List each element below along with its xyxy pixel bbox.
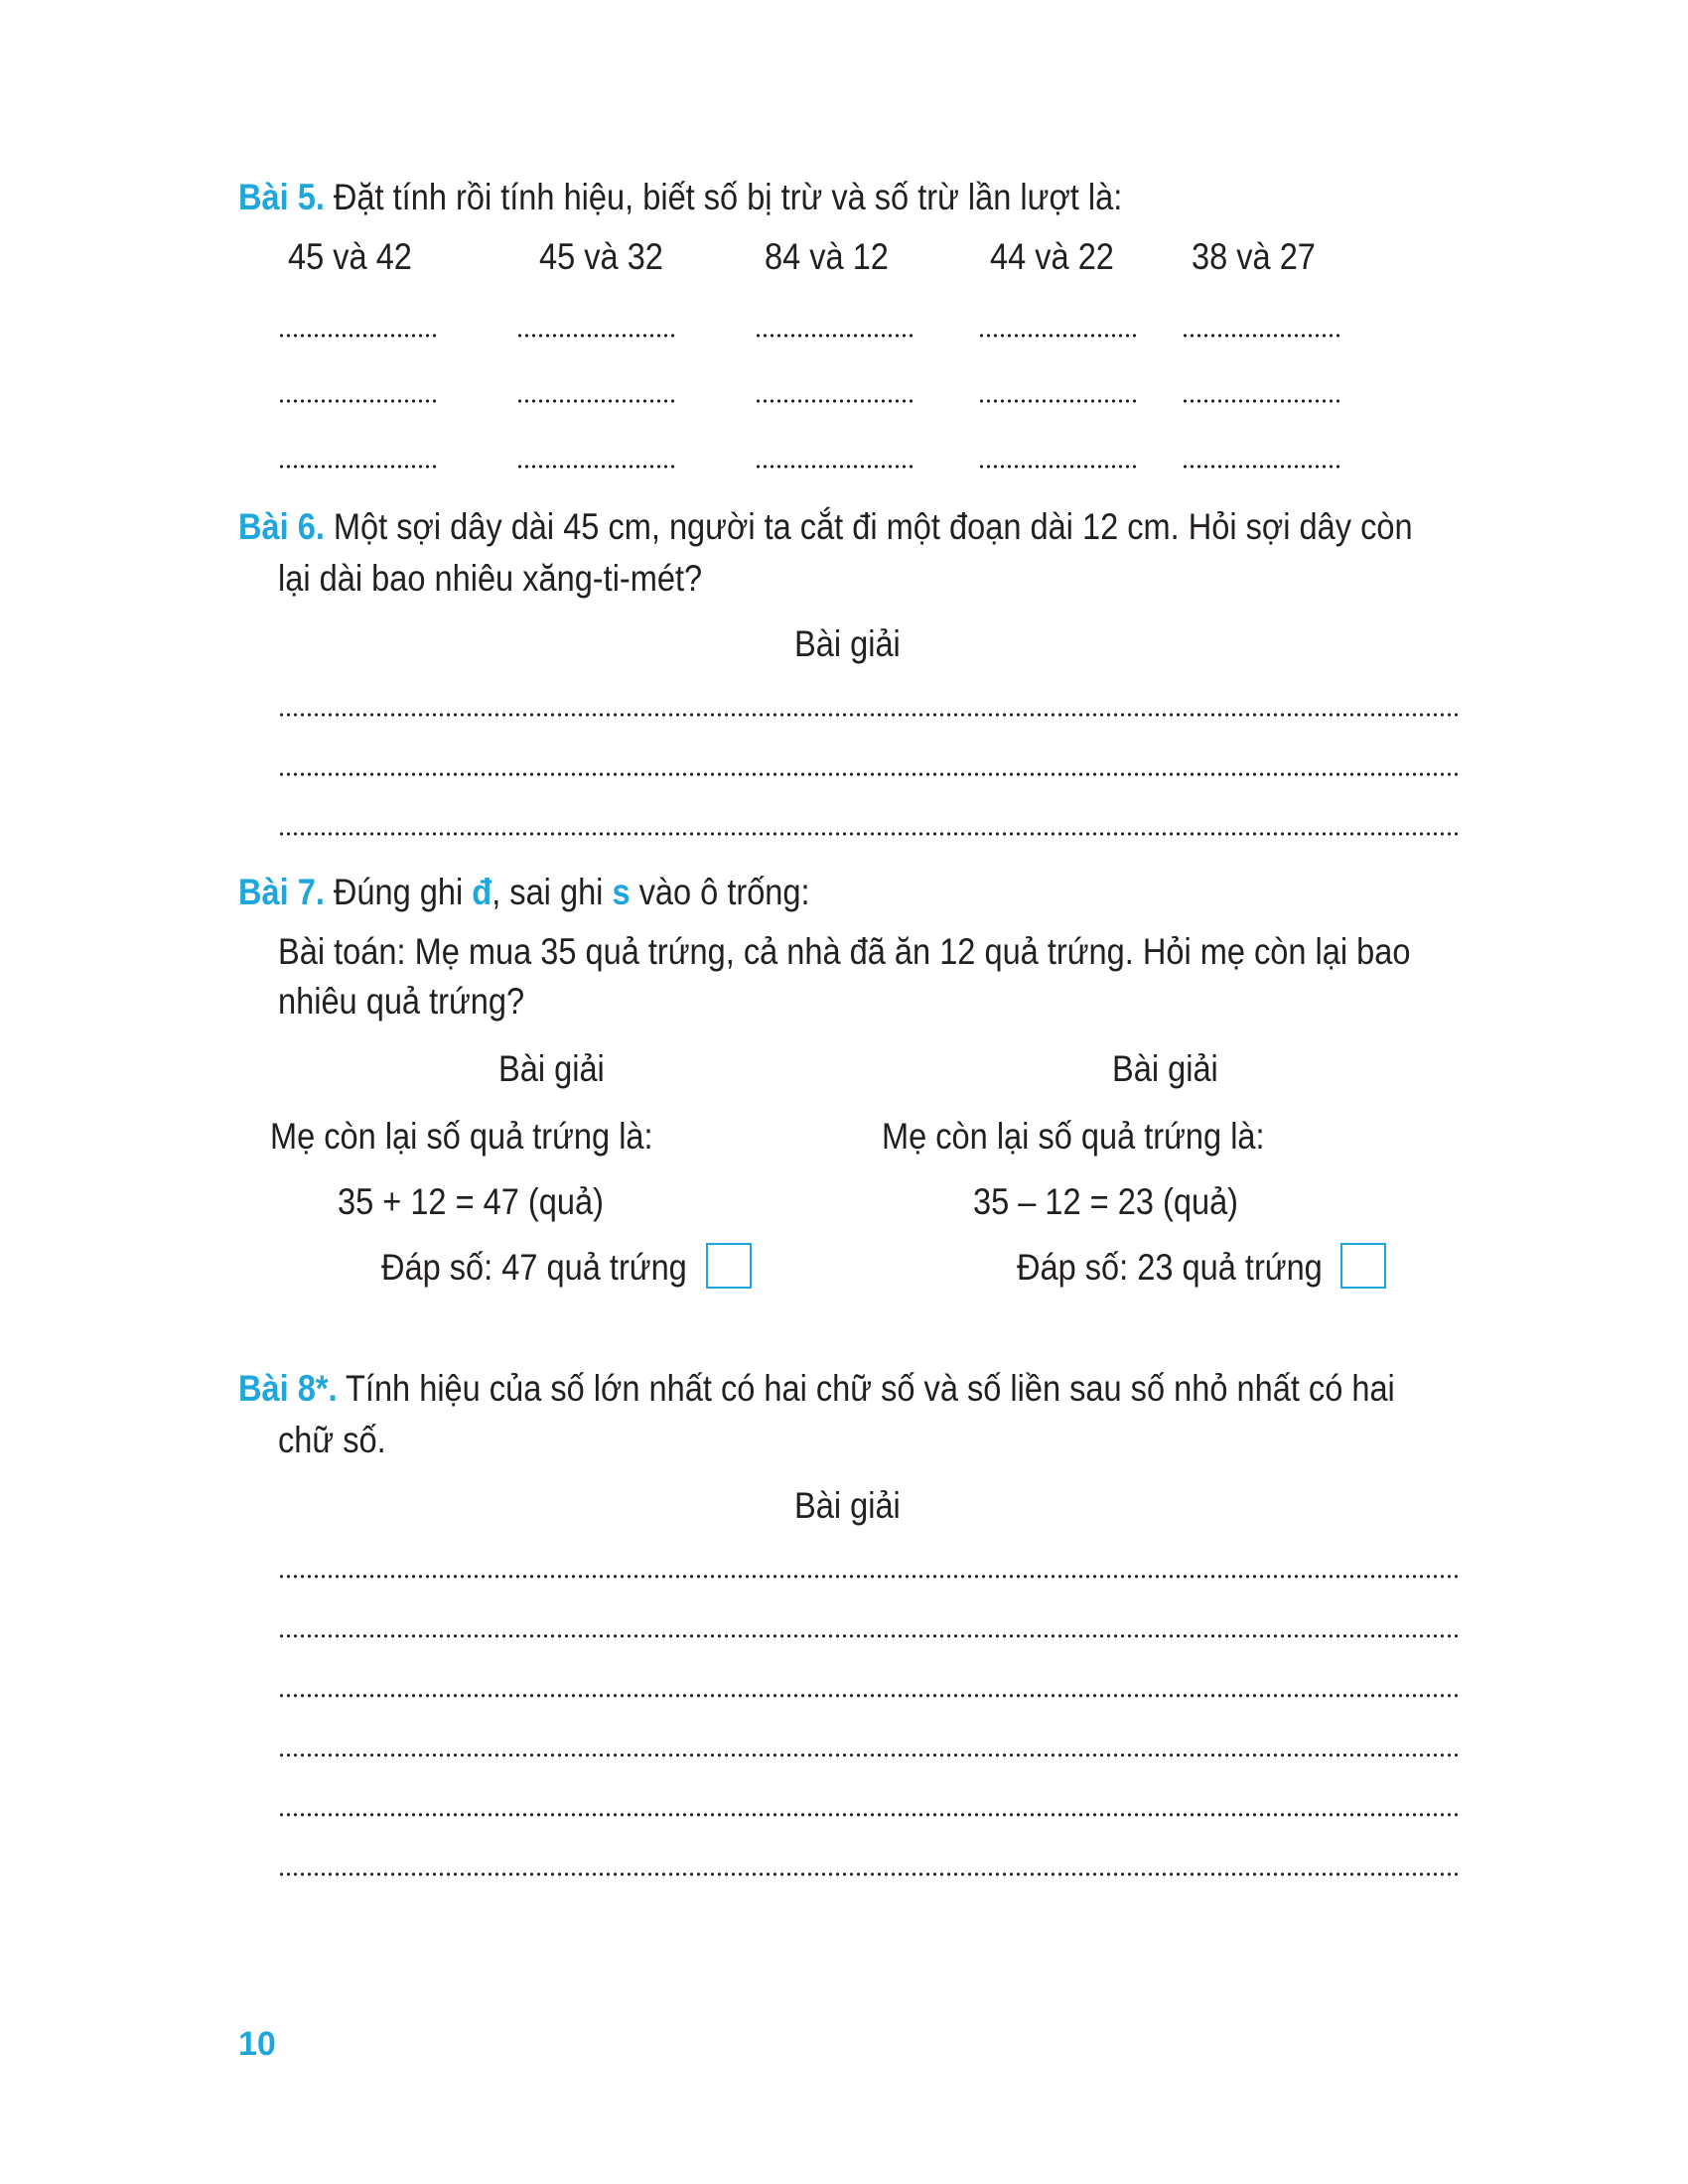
bai5-dots-r3-c3[interactable] [755,465,914,469]
bai6-solution-title: Bài giải [794,623,901,664]
bai6-answer-line-3[interactable] [278,832,1462,836]
bai7-label: Bài 7. [238,872,325,912]
bai7-right-title: Bài giải [1112,1048,1218,1089]
bai5-dots-r3-c5[interactable] [1182,465,1340,469]
bai7-d-letter: đ [472,872,492,912]
bai5-pair-5: 38 và 27 [1192,236,1316,277]
bai8-answer-line-1[interactable] [278,1574,1462,1578]
bai6-answer-line-1[interactable] [278,713,1462,717]
bai7-text-between: , sai ghi [492,872,613,912]
bai7-s-letter: s [612,872,631,912]
bai5-label: Bài 5. [238,177,325,217]
bai5-pair-2: 45 và 32 [539,236,663,277]
bai5-dots-r2-c3[interactable] [755,399,914,403]
bai8-solution-title: Bài giải [794,1485,901,1526]
bai7-text-after: vào ô trống: [630,872,810,912]
bai7-heading [238,870,810,915]
bai8-answer-line-4[interactable] [278,1753,1462,1757]
bai7-right-calc: 35 – 12 = 23 (quả) [973,1181,1239,1222]
bai6-heading [238,504,1413,550]
bai5-dots-r1-c4[interactable] [978,334,1137,338]
bai7-left-answer: Đáp số: 47 quả trứng [381,1247,687,1288]
bai6-text-line2: lại dài bao nhiêu xăng-ti-mét? [278,558,703,599]
bai7-left-answer-box[interactable] [706,1243,752,1289]
bai8-text-line1: Tính hiệu của số lớn nhất có hai chữ số và số liền sau số nhỏ nhất có hai [337,1368,1395,1409]
bai5-dots-r3-c2[interactable] [516,465,675,469]
bai8-answer-line-6[interactable] [278,1872,1462,1876]
bai5-dots-r2-c4[interactable] [978,399,1137,403]
bai7-problem-line2: nhiêu quả trứng? [278,981,525,1022]
bai8-heading [238,1366,1395,1412]
bai5-dots-r2-c1[interactable] [278,399,437,403]
bai5-dots-r1-c1[interactable] [278,334,437,338]
page-number: 10 [238,2025,276,2063]
bai5-dots-r1-c2[interactable] [516,334,675,338]
bai5-pair-4: 44 và 22 [990,236,1114,277]
bai5-text: Đặt tính rồi tính hiệu, biết số bị trừ và số trừ lần lượt là: [324,177,1123,217]
bai5-dots-r2-c5[interactable] [1182,399,1340,403]
bai8-text-line2: chữ số. [278,1420,386,1460]
bai7-problem-line1: Bài toán: Mẹ mua 35 quả trứng, cả nhà đã ăn 12 quả trứng. Hỏi mẹ còn lại bao [278,931,1411,972]
bai7-right-answer-box[interactable] [1340,1243,1386,1289]
bai7-right-statement: Mẹ còn lại số quả trứng là: [882,1116,1265,1157]
bai7-left-statement: Mẹ còn lại số quả trứng là: [270,1116,653,1157]
bai8-answer-line-5[interactable] [278,1813,1462,1817]
bai8-answer-line-3[interactable] [278,1694,1462,1698]
bai5-dots-r1-c5[interactable] [1182,334,1340,338]
bai5-pair-1: 45 và 42 [288,236,412,277]
bai5-dots-r3-c1[interactable] [278,465,437,469]
bai5-dots-r1-c3[interactable] [755,334,914,338]
bai7-left-calc: 35 + 12 = 47 (quả) [338,1181,604,1222]
bai6-answer-line-2[interactable] [278,772,1462,776]
bai7-text-before-d: Đúng ghi [324,872,473,912]
bai8-answer-line-2[interactable] [278,1634,1462,1638]
bai8-label: Bài 8*. [238,1368,338,1409]
bai5-dots-r2-c2[interactable] [516,399,675,403]
bai7-right-answer: Đáp số: 23 quả trứng [1017,1247,1323,1288]
bai7-left-title: Bài giải [498,1048,605,1089]
bai5-dots-r3-c4[interactable] [978,465,1137,469]
bai6-label: Bài 6. [238,506,325,547]
bai5-heading [238,175,1122,220]
bai6-text-line1: Một sợi dây dài 45 cm, người ta cắt đi một đoạn dài 12 cm. Hỏi sợi dây còn [324,506,1413,547]
bai5-pair-3: 84 và 12 [765,236,889,277]
